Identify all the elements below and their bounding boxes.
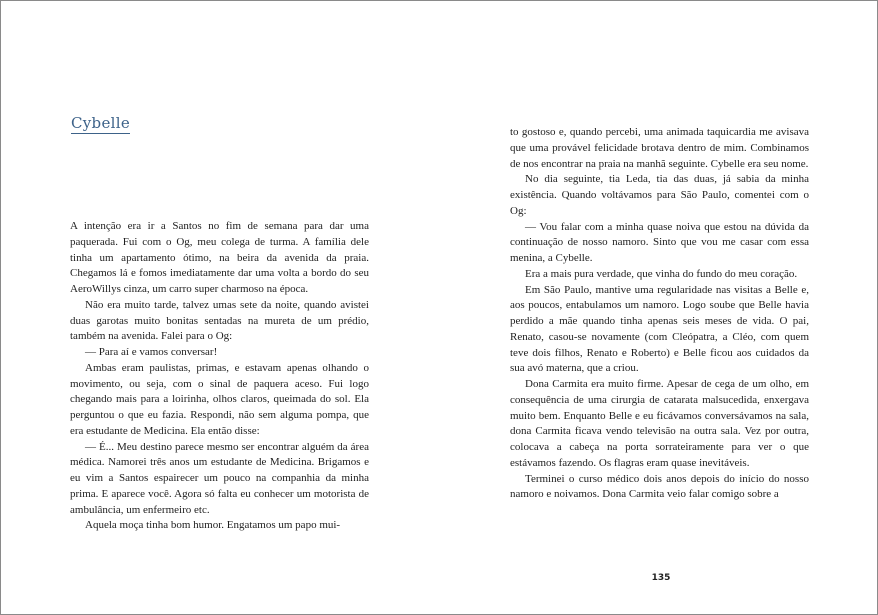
paragraph: Em São Paulo, mantive uma regularidade nas visitas a Belle e, aos poucos, entabulamos um namoro. Logo soube que Belle havia perdido a mãe quando tinha apenas seis meses de vida. O pai, Renato, casou-se novamente (com Cleópatra, a Cléo, com quem teve dois filhos, Renato e Roberto) e Belle ficou aos cuidados da sua avó materna, que a criou. bbox=[510, 283, 809, 375]
paragraph: Dona Carmita era muito firme. Apesar de cega de um olho, em consequência de uma cirurgia de catarata malsucedida, enxergava muito bem. Enquanto Belle e eu ficávamos conversávamos na sala, dona Carmita ficava vendo televisão na outra sala. Vez por outra, colocava a cabeça na porta sorrateiramente para ver o que estávamos fazendo. Os flagras eram quase inevitáveis. bbox=[510, 378, 809, 469]
paragraph-continuation: to gostoso e, quando percebi, uma animada taquicardia me avisava que uma provável felicidade brotava dentro de mim. Combinamos de nos encontrar na praia na manhã seguinte. Cybelle era seu nome. bbox=[510, 126, 809, 170]
paragraph: Era a mais pura verdade, que vinha do fundo do meu coração. bbox=[525, 267, 798, 280]
paragraph: Terminei o curso médico dois anos depois do início do nosso namoro e noivamos. Dona Carmita veio falar comigo sobre a bbox=[510, 472, 809, 501]
page-number: 135 bbox=[651, 573, 671, 583]
paragraph: No dia seguinte, tia Leda, tia das duas, já sabia da minha existência. Quando voltávamos para São Paulo, comentei com o Og: bbox=[510, 173, 809, 217]
right-page-text bbox=[510, 125, 809, 503]
paragraph: — É... Meu destino parece mesmo ser encontrar alguém da área médica. Namorei três anos um estudante de Medicina. Brigamos e eu vim a Santos espairecer um pouco na companhia da minha prima. E aparece você. Agora só falta eu conhecer um motorista de ambulância, um enfermeiro etc. bbox=[70, 440, 369, 516]
paragraph: — Vou falar com a minha quase noiva que estou na dúvida da continuação de nosso namoro. Sinto que vou me casar com essa menina, a Cybelle. bbox=[510, 220, 809, 264]
left-page-text bbox=[70, 219, 369, 534]
paragraph: A intenção era ir a Santos no fim de semana para dar uma paquerada. Fui com o Og, meu colega de turma. A família dele tinha um apartamento ótimo, na beira da avenida da praia. Chegamos lá e fomos imediatamente dar uma volta a bordo do seu AeroWillys cinza, um carro super charmoso na época. bbox=[70, 220, 369, 295]
paragraph: Aquela moça tinha bom humor. Engatamos um papo mui- bbox=[85, 519, 341, 532]
chapter-title: Cybelle bbox=[71, 114, 131, 132]
paragraph: — Para aí e vamos conversar! bbox=[85, 346, 218, 358]
paragraph: Não era muito tarde, talvez umas sete da noite, quando avistei duas garotas muito bonitas sentadas na mureta de um prédio, também na avenida. Falei para o Og: bbox=[70, 298, 369, 343]
paragraph: Ambas eram paulistas, primas, e estavam apenas olhando o movimento, ou seja, com o sinal de paquera aceso. Fui logo chegando mais para a loirinha, olhos claros, queimada do sol. Ela perguntou o que eu fazia. Respondi, não sem alguma pompa, que era estudante de Medicina. Ela então disse: bbox=[70, 361, 369, 437]
